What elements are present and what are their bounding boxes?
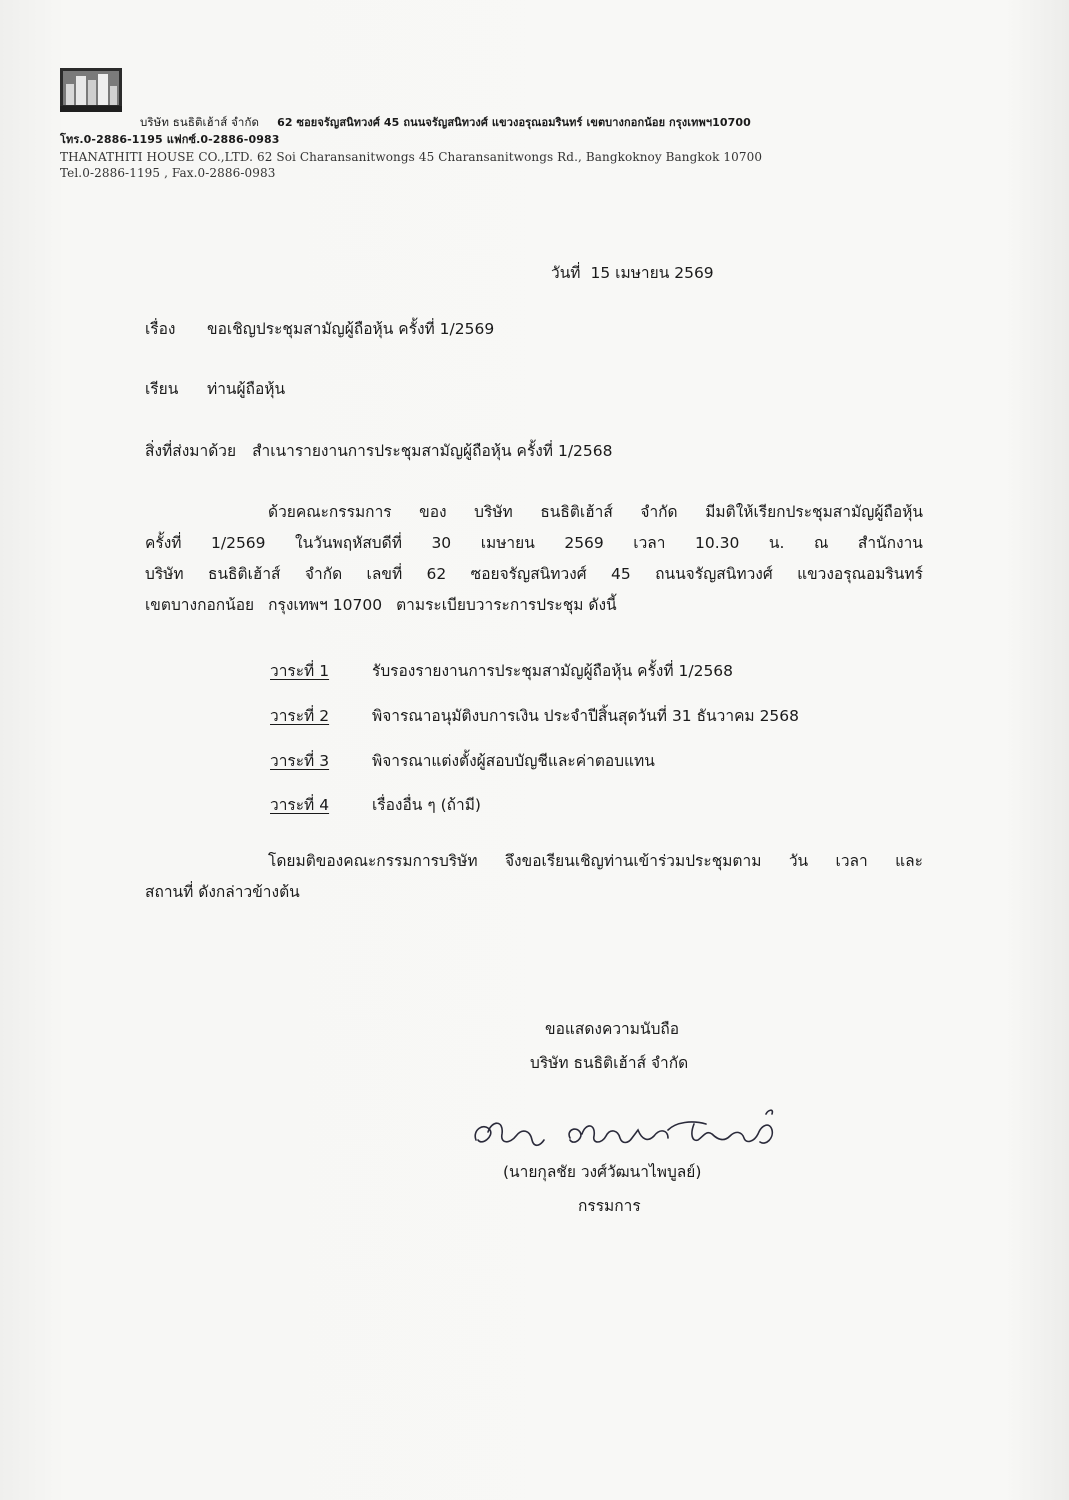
agenda-number: วาระที่ 1	[270, 662, 330, 680]
text-run: ด้วยคณะกรรมการ	[268, 503, 392, 521]
paragraph-line	[145, 559, 923, 590]
agenda-text: พิจารณาอนุมัติงบการเงิน ประจำปีสิ้นสุดวันที่ 31 ธันวาคม 2568	[372, 707, 800, 725]
text-run: จำกัด	[640, 503, 678, 521]
company-phone-en: Tel.0-2886-1195 , Fax.0-2886-0983	[60, 166, 276, 180]
text-run: 2569	[564, 534, 604, 552]
text-run: ซอยจรัญสนิทวงศ์	[470, 565, 587, 583]
text-run: บริษัท	[474, 503, 513, 521]
text-run: ธนธิติเฮ้าส์	[208, 565, 281, 583]
agenda-item	[270, 748, 655, 773]
company-logo-icon	[60, 68, 122, 112]
agenda-number: วาระที่ 4	[270, 796, 330, 814]
company-address-en: THANATHITI HOUSE CO.,LTD. 62 Soi Charansanitwongs 45 Charansanitwongs Rd., Bangkoknoy Bangkok 10700	[60, 150, 763, 164]
invitation-paragraph	[145, 497, 923, 621]
text-run: 30	[431, 534, 452, 552]
enclosure-text: สำเนารายงานการประชุมสามัญผู้ถือหุ้น ครั้งที่ 1/2568	[252, 442, 613, 460]
agenda-item	[270, 792, 481, 817]
agenda-number: วาระที่ 3	[270, 752, 330, 770]
text-run: ครั้งที่	[145, 534, 182, 552]
text-run: 62	[426, 565, 447, 583]
agenda-item	[270, 658, 733, 683]
closing-company: บริษัท ธนธิติเฮ้าส์ จำกัด	[530, 1054, 689, 1072]
agenda-text: เรื่องอื่น ๆ (ถ้ามี)	[372, 796, 481, 814]
signer-name: (นายกุลชัย วงศ์วัฒนาไพบูลย์)	[503, 1163, 702, 1181]
company-phone-th: โทร.0-2886-1195 แฟกซ์.0-2886-0983	[60, 133, 280, 146]
text-run: เมษายน	[480, 534, 535, 552]
paragraph-line	[145, 877, 923, 908]
date-value: 15 เมษายน 2569	[590, 264, 714, 282]
text-run: จำกัด	[304, 565, 343, 583]
subject-label: เรื่อง	[145, 320, 176, 338]
text-run: และ	[895, 852, 923, 870]
text-run: ตามระเบียบวาระการประชุม ดังนี้	[396, 596, 617, 614]
text-run: โดยมติของคณะกรรมการบริษัท	[268, 852, 478, 870]
text-run: แขวงอรุณอมรินทร์	[797, 565, 923, 583]
subject-text: ขอเชิญประชุมสามัญผู้ถือหุ้น ครั้งที่ 1/2569	[207, 320, 495, 338]
handwritten-signature-icon	[470, 1100, 780, 1160]
text-run: จึงขอเรียนเชิญท่านเข้าร่วมประชุมตาม	[504, 852, 762, 870]
enclosure-label: สิ่งที่ส่งมาด้วย	[145, 442, 237, 460]
date-label: วันที่	[551, 264, 581, 282]
agenda-item	[270, 703, 799, 728]
paragraph-line	[145, 846, 923, 877]
paragraph-line	[145, 528, 923, 559]
text-run: ณ	[813, 534, 829, 552]
text-run: มีมติให้เรียกประชุมสามัญผู้ถือหุ้น	[705, 503, 923, 521]
text-run: น.	[768, 534, 785, 552]
signer-title: กรรมการ	[578, 1197, 641, 1215]
paragraph-line	[145, 590, 923, 621]
text-run: บริษัท	[145, 565, 184, 583]
closing-regards: ขอแสดงความนับถือ	[545, 1020, 680, 1038]
text-run: ของ	[419, 503, 447, 521]
agenda-text: รับรองรายงานการประชุมสามัญผู้ถือหุ้น ครั้งที่ 1/2568	[372, 662, 734, 680]
text-run: 1/2569	[211, 534, 266, 552]
text-run: เขตบางกอกน้อย	[145, 596, 255, 614]
text-run: กรุงเทพฯ 10700	[268, 596, 383, 614]
letter-date	[551, 260, 714, 285]
text-run: เวลา	[633, 534, 666, 552]
text-run: ธนธิติเฮ้าส์	[540, 503, 613, 521]
letter-subject	[145, 316, 494, 341]
text-run: เลขที่	[366, 565, 403, 583]
text-run: วัน	[788, 852, 809, 870]
text-run: ในวันพฤหัสบดีที่	[295, 534, 402, 552]
agenda-number: วาระที่ 2	[270, 707, 330, 725]
recipient-label: เรียน	[145, 380, 179, 398]
text-run: สำนักงาน	[857, 534, 923, 552]
text-run: เวลา	[835, 852, 868, 870]
agenda-text: พิจารณาแต่งตั้งผู้สอบบัญชีและค่าตอบแทน	[372, 752, 655, 770]
letter-recipient	[145, 376, 285, 401]
text-run: 10.30	[695, 534, 740, 552]
text-run: 45	[610, 565, 631, 583]
text-run: สถานที่ ดังกล่าวข้างต้น	[145, 883, 300, 901]
letter-enclosure	[145, 438, 612, 463]
closing-paragraph	[145, 846, 923, 908]
recipient-text: ท่านผู้ถือหุ้น	[207, 380, 286, 398]
company-address-th: 62 ซอยจรัญสนิทวงศ์ 45 ถนนจรัญสนิทวงศ์ แขวงอรุณอมรินทร์ เขตบางกอกน้อย กรุงเทพฯ10700	[277, 116, 751, 129]
paragraph-line	[145, 497, 923, 528]
company-name-th: บริษัท ธนธิติเฮ้าส์ จำกัด	[140, 115, 260, 129]
text-run: ถนนจรัญสนิทวงศ์	[655, 565, 773, 583]
